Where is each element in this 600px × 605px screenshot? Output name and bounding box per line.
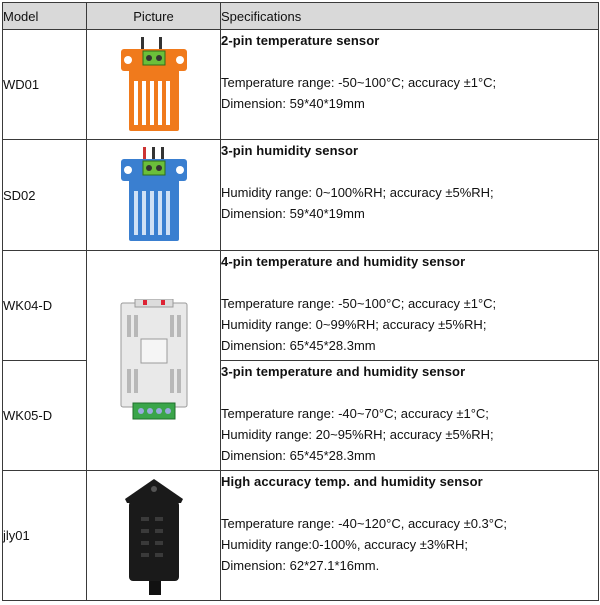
picture-cell [87,140,221,251]
picture-cell [87,471,221,601]
model-cell: SD02 [3,140,87,251]
spec-cell [221,140,599,251]
model-cell: WK04-D [3,251,87,361]
table-row [3,251,599,361]
blue-humidity-sensor-icon [119,147,189,243]
spec-line: Temperature range: -50~100°C; accuracy ±1°C; [221,296,497,311]
spec-table [2,2,599,601]
spec-line: Humidity range:0-100%, accuracy ±3%RH; [221,537,469,552]
din-rail-module-icon [117,299,191,423]
header-picture: Picture [87,3,221,30]
model-cell: jly01 [3,471,87,601]
picture-cell [87,30,221,140]
spec-line: Dimension: 65*45*28.3mm [221,448,376,463]
spec-line: Humidity range: 20~95%RH; accuracy ±5%RH; [221,427,494,442]
spec-line: Dimension: 59*40*19mm [221,96,365,111]
spec-title: 2-pin temperature sensor [221,33,380,48]
spec-line: Dimension: 65*45*28.3mm [221,338,376,353]
table-row [3,140,599,251]
spec-title: 3-pin humidity sensor [221,143,359,158]
spec-line: Temperature range: -40~70°C; accuracy ±1°C; [221,406,489,421]
spec-title: High accuracy temp. and humidity sensor [221,474,483,489]
spec-line: Humidity range: 0~100%RH; accuracy ±5%RH; [221,185,494,200]
table-row [3,471,599,601]
picture-cell [87,251,221,471]
spec-title: 3-pin temperature and humidity sensor [221,364,466,379]
black-sensor-housing-icon [119,477,189,595]
header-model: Model [3,3,87,30]
header-specifications: Specifications [221,3,599,30]
model-cell: WK05-D [3,361,87,471]
spec-title: 4-pin temperature and humidity sensor [221,254,466,269]
table-header-row [3,3,599,30]
model-cell: WD01 [3,30,87,140]
spec-line: Temperature range: -50~100°C; accuracy ±1°C; [221,75,497,90]
spec-line: Humidity range: 0~99%RH; accuracy ±5%RH; [221,317,487,332]
orange-temperature-sensor-icon [119,37,189,133]
spec-line: Dimension: 59*40*19mm [221,206,365,221]
spec-cell [221,251,599,361]
table-row [3,30,599,140]
spec-line: Temperature range: -40~120°C, accuracy ±0.3°C; [221,516,507,531]
spec-cell [221,30,599,140]
spec-cell [221,361,599,471]
spec-line: Dimension: 62*27.1*16mm. [221,558,380,573]
spec-cell [221,471,599,601]
